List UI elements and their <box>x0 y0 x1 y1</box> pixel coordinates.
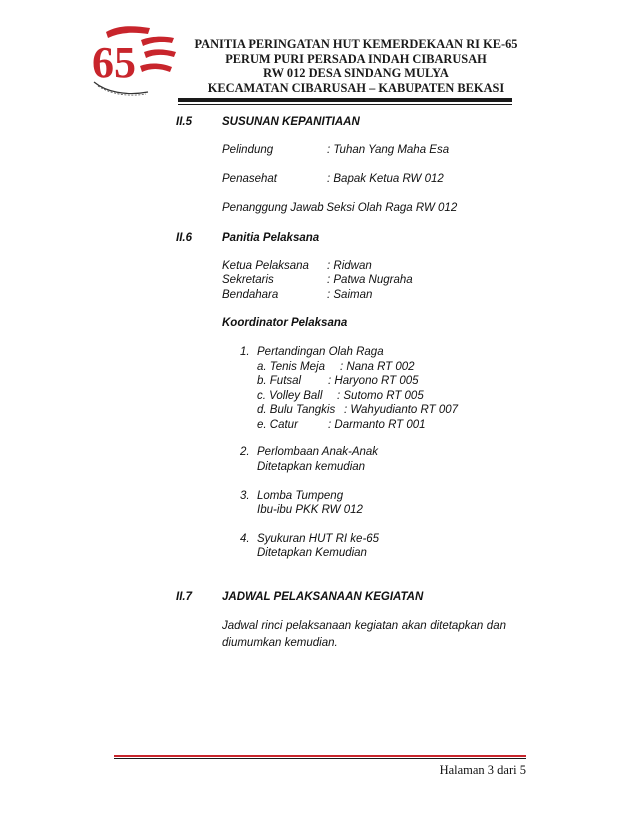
role-value: : Ridwan <box>327 260 372 272</box>
sub-item-label: e. Catur <box>257 419 298 431</box>
sub-item-value: : Wahyudianto RT 007 <box>344 404 459 416</box>
role-label: Penanggung Jawab <box>222 202 324 214</box>
list-item-title: Perlombaan Anak-Anak <box>257 446 379 458</box>
list-item-title: Pertandingan Olah Raga <box>257 346 384 358</box>
role-label: Bendahara <box>222 289 279 301</box>
footer-rule-red <box>114 755 526 757</box>
section-number: II.5 <box>176 116 192 128</box>
role-value: : Tuhan Yang Maha Esa <box>327 144 450 156</box>
sub-item-label: d. Bulu Tangkis <box>257 404 336 416</box>
sub-item-label: b. Futsal <box>257 375 302 387</box>
role-label: Penasehat <box>222 173 277 185</box>
footer-rule-thin <box>114 758 526 759</box>
sub-item-value: : Haryono RT 005 <box>328 375 419 387</box>
header-rule-thick <box>178 98 512 102</box>
list-number: 4. <box>240 533 250 545</box>
role-label: Sekretaris <box>222 274 274 286</box>
sub-item-label: c. Volley Ball <box>257 390 323 402</box>
letterhead-line-1: PANITIA PERINGATAN HUT KEMERDEKAAN RI KE-65 <box>194 37 518 51</box>
letterhead-line-3: RW 012 DESA SINDANG MULYA <box>263 66 449 80</box>
list-number: 1. <box>240 346 250 358</box>
role-label: Pelindung <box>222 144 274 156</box>
hut-ri-65-logo <box>86 22 178 102</box>
list-number: 2. <box>240 446 250 458</box>
list-number: 3. <box>240 490 250 502</box>
sub-item-label: a. Tenis Meja <box>257 361 325 373</box>
letterhead-line-4: KECAMATAN CIBARUSAH – KABUPATEN BEKASI <box>207 80 505 95</box>
role-value: : Seksi Olah Raga RW 012 <box>320 202 458 214</box>
list-item-title: Lomba Tumpeng <box>257 490 344 502</box>
list-item-title: Syukuran HUT RI ke-65 <box>257 533 380 545</box>
logo-number: 65 <box>92 38 136 87</box>
letterhead <box>178 37 534 95</box>
sub-item-value: : Darmanto RT 001 <box>328 419 426 431</box>
role-value: : Bapak Ketua RW 012 <box>327 173 444 185</box>
section-paragraph: Jadwal rinci pelaksanaan kegiatan akan ditetapkan dan diumumkan kemudian. <box>222 620 506 649</box>
sub-item-value: : Sutomo RT 005 <box>337 390 424 402</box>
letterhead-line-2: PERUM PURI PERSADA INDAH CIBARUSAH <box>225 51 487 66</box>
subsection-title: Koordinator Pelaksana <box>222 317 348 329</box>
role-value: : Patwa Nugraha <box>327 274 413 286</box>
section-number: II.6 <box>176 232 192 244</box>
role-value: : Saiman <box>327 289 373 301</box>
section-number: II.7 <box>176 591 192 603</box>
list-item-detail: Ibu-ibu PKK RW 012 <box>257 504 363 516</box>
role-label: Ketua Pelaksana <box>222 260 309 272</box>
section-title: SUSUNAN KEPANITIAAN <box>222 116 360 128</box>
section-title: JADWAL PELAKSANAAN KEGIATAN <box>222 591 424 603</box>
header-rule-thin <box>178 104 512 105</box>
section-title: Panitia Pelaksana <box>222 232 320 244</box>
list-item-detail: Ditetapkan kemudian <box>257 461 366 473</box>
page-number: Halaman 3 dari 5 <box>439 763 526 777</box>
list-item-detail: Ditetapkan Kemudian <box>257 547 367 559</box>
sub-item-value: : Nana RT 002 <box>340 361 415 373</box>
